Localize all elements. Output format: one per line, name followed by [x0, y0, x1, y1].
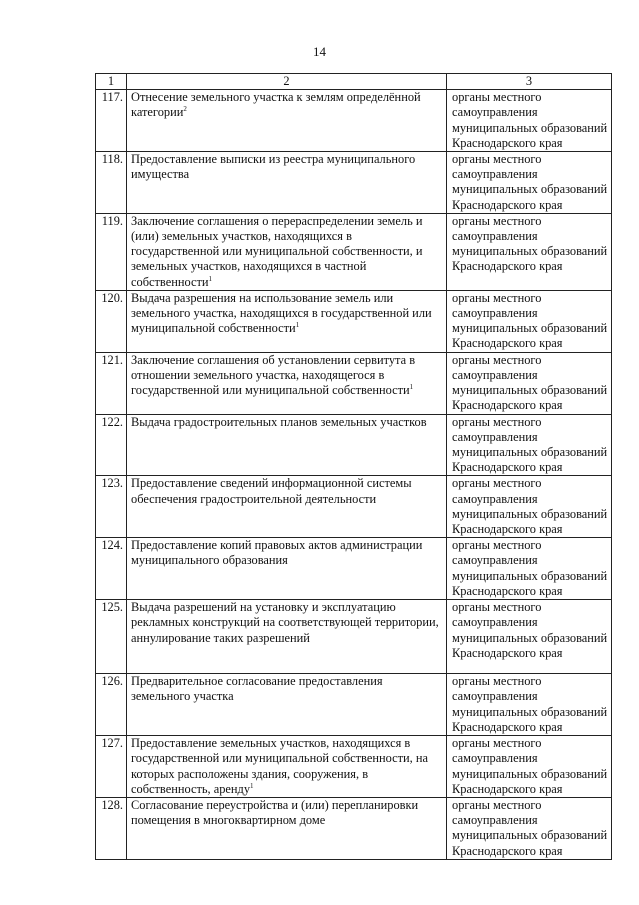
page-number: 14 — [313, 44, 326, 59]
table-row — [96, 538, 612, 600]
service-name: Предоставление копий правовых актов администрации муниципального образования — [131, 538, 423, 568]
responsible-body: органы местного самоуправления муниципальных образований Краснодарского края — [447, 674, 612, 736]
table-row — [96, 736, 612, 798]
services-table — [95, 73, 612, 860]
row-number: 121. — [96, 352, 127, 414]
column-header-1: 1 — [96, 74, 127, 90]
service-name: Выдача градостроительных планов земельных участков — [131, 414, 427, 429]
service-name: Заключение соглашения о перераспределении земель и (или) земельных участков, находящихся в государственной или муниципальной собственности, и земельных участков, находящихся в частной собственности — [131, 213, 423, 289]
service-name: Предоставление выписки из реестра муниципального имущества — [131, 152, 416, 182]
row-number: 117. — [96, 90, 127, 152]
column-header-2: 2 — [127, 74, 447, 90]
row-number: 120. — [96, 290, 127, 352]
footnote-mark: 1 — [409, 383, 414, 392]
service-name: Предварительное согласование предоставления земельного участка — [131, 674, 383, 704]
service-name-cell — [127, 414, 447, 476]
service-name: Выдача разрешений на установку и эксплуатацию рекламных конструкций на соответствующей территории, аннулирование таких разрешений — [131, 600, 439, 645]
service-name: Отнесение земельного участка к землям определённой категории — [131, 90, 421, 120]
responsible-body: органы местного самоуправления муниципальных образований Краснодарского края — [447, 213, 612, 290]
table-row — [96, 352, 612, 414]
row-number: 125. — [96, 600, 127, 674]
row-number: 119. — [96, 213, 127, 290]
service-name-cell — [127, 674, 447, 736]
service-name-cell — [127, 290, 447, 352]
responsible-body: органы местного самоуправления муниципальных образований Краснодарского края — [447, 600, 612, 674]
service-name: Предоставление земельных участков, находящихся в государственной или муниципальной собственности, на которых расположены здания, сооружения, в собственность, аренду — [131, 736, 428, 796]
table-row — [96, 600, 612, 674]
responsible-body: органы местного самоуправления муниципальных образований Краснодарского края — [447, 797, 612, 859]
table-row — [96, 476, 612, 538]
service-name-cell — [127, 538, 447, 600]
service-name-cell — [127, 797, 447, 859]
column-header-3: 3 — [447, 74, 612, 90]
row-number: 124. — [96, 538, 127, 600]
service-name: Выдача разрешения на использование земель или земельного участка, находящихся в государственной или муниципальной собственности — [131, 290, 432, 336]
service-name-cell — [127, 352, 447, 414]
footnote-mark: 1 — [250, 781, 254, 790]
responsible-body: органы местного самоуправления муниципальных образований Краснодарского края — [447, 414, 612, 476]
responsible-body: органы местного самоуправления муниципальных образований Краснодарского края — [447, 290, 612, 352]
header-row — [96, 74, 612, 90]
responsible-body: органы местного самоуправления муниципальных образований Краснодарского края — [447, 476, 612, 538]
service-name-cell — [127, 213, 447, 290]
row-number: 127. — [96, 736, 127, 798]
row-number: 118. — [96, 152, 127, 214]
row-number: 122. — [96, 414, 127, 476]
service-name: Предоставление сведений информационной системы обеспечения градостроительной деятельности — [131, 476, 412, 506]
responsible-body: органы местного самоуправления муниципальных образований Краснодарского края — [447, 352, 612, 414]
service-name: Согласование переустройства и (или) перепланировки помещения в многоквартирном доме — [131, 797, 419, 828]
responsible-body: органы местного самоуправления муниципальных образований Краснодарского края — [447, 90, 612, 152]
service-name: Заключение соглашения об установлении сервитута в отношении земельного участка, находящегося в государственной или муниципальной собственности — [131, 352, 416, 398]
service-name-cell — [127, 736, 447, 798]
table-row — [96, 152, 612, 214]
responsible-body: органы местного самоуправления муниципальных образований Краснодарского края — [447, 152, 612, 214]
table-row — [96, 414, 612, 476]
row-number: 126. — [96, 674, 127, 736]
responsible-body: органы местного самоуправления муниципальных образований Краснодарского края — [447, 538, 612, 600]
table-row — [96, 213, 612, 290]
row-number: 128. — [96, 797, 127, 859]
table-row — [96, 90, 612, 152]
service-name-cell — [127, 476, 447, 538]
footnote-mark: 1 — [208, 274, 213, 283]
row-number: 123. — [96, 476, 127, 538]
service-name-cell — [127, 90, 447, 152]
footnote-mark: 1 — [295, 321, 300, 330]
service-name-cell — [127, 600, 447, 674]
table-row — [96, 674, 612, 736]
table-row — [96, 290, 612, 352]
table-body — [96, 74, 612, 860]
service-name-cell — [127, 152, 447, 214]
responsible-body: органы местного самоуправления муниципальных образований Краснодарского края — [447, 736, 612, 798]
footnote-mark: 2 — [183, 105, 187, 114]
table-row — [96, 797, 612, 859]
